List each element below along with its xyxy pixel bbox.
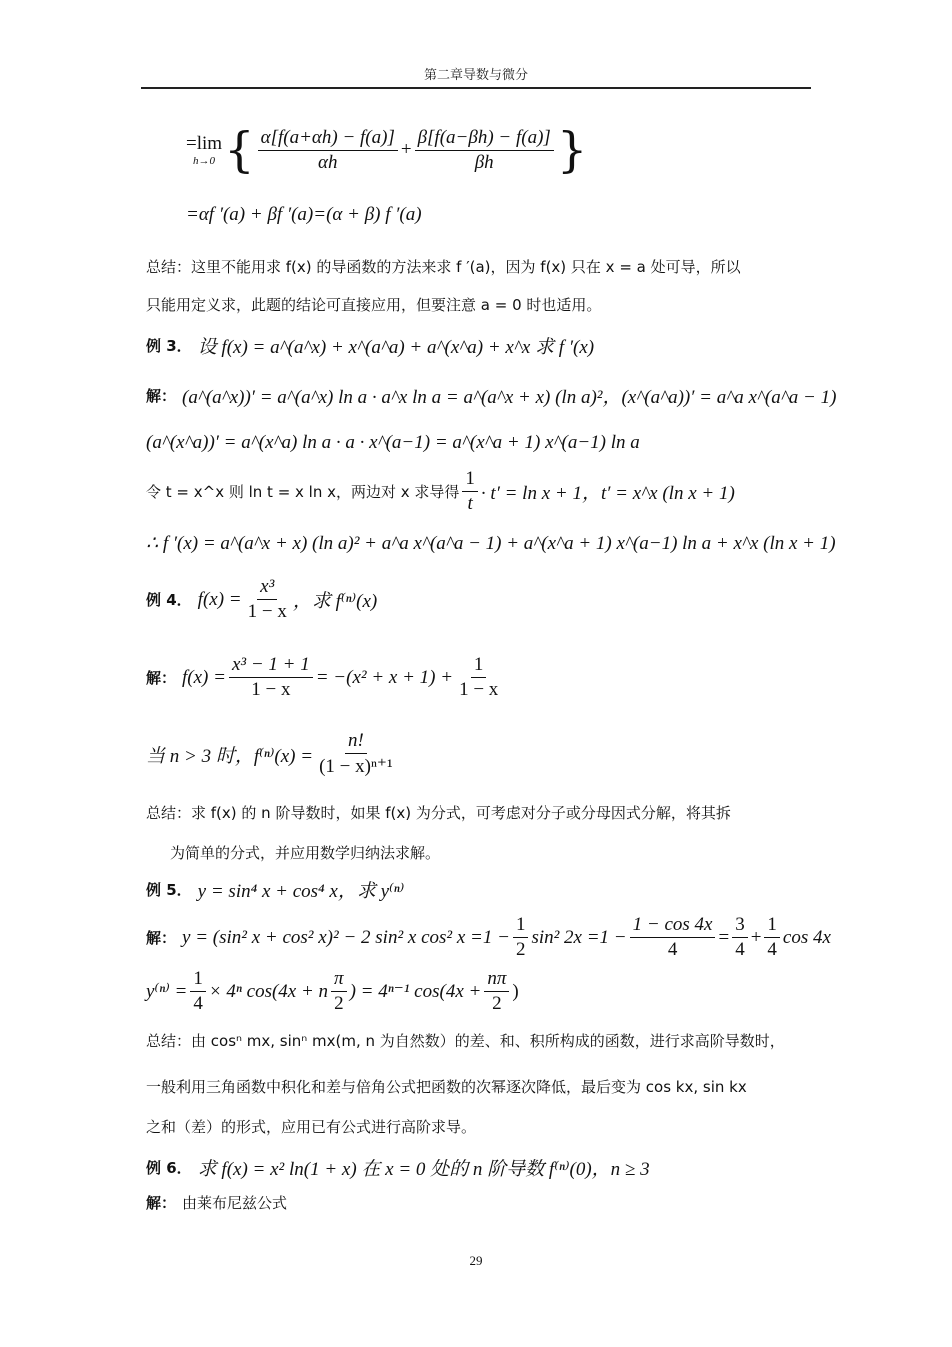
fraction [764, 914, 780, 961]
fraction-denominator: 4 [667, 939, 678, 960]
fraction [331, 968, 347, 1015]
plus-sign: + [750, 926, 762, 948]
plus-sign: + [400, 139, 412, 160]
solution-text: 由莱布尼兹公式 [182, 1194, 288, 1212]
fraction [229, 654, 313, 701]
fraction [456, 654, 501, 701]
fraction-numerator: x³ [257, 576, 277, 600]
solution-label: 解： [146, 929, 177, 947]
solution-label: 解： [146, 669, 177, 687]
left-brace: { [224, 122, 255, 178]
summary-line [146, 1116, 476, 1137]
limit-text: =lim [186, 133, 223, 154]
summary-line [146, 1030, 785, 1051]
fraction-numerator: 1 [764, 914, 780, 938]
fraction-alpha [258, 127, 398, 174]
fraction-numerator: 3 [732, 914, 748, 938]
solution-text: cos 4x [782, 926, 831, 948]
fraction-numerator: 1 [471, 654, 487, 678]
derivation-text: 令 t = x^x 则 ln t = x ln x，两边对 x 求导得 [146, 483, 460, 501]
fraction [316, 730, 396, 778]
fraction-denominator: 4 [735, 939, 745, 960]
fraction [190, 968, 206, 1015]
summary-text: 只能用定义求，此题的结论可直接应用，但要注意 a = 0 时也适用。 [146, 296, 602, 314]
example-3-line [146, 332, 594, 359]
fraction-denominator: 1 − x [459, 679, 499, 700]
fraction-numerator: n! [345, 730, 367, 754]
derivation-line [146, 968, 519, 1015]
summary-text: 一般利用三角函数中积化和差与倍角公式把函数的次幂逐次降低，最后变为 cos kx, sin kx [146, 1078, 747, 1096]
formula-limit-line [186, 122, 588, 178]
derivation-line [146, 432, 640, 454]
solution-text: (a^(a^x))′ = a^(a^x) ln a · a^x ln a = a^(a^x + x) (ln a)²，(x^(a^a))′ = a^a x^(a^a − 1) [182, 387, 837, 408]
derivation-line [146, 468, 735, 515]
fraction-numerator: 1 [190, 968, 206, 992]
fraction-denominator: (1 − x)ⁿ⁺¹ [319, 756, 393, 777]
fraction [245, 576, 290, 623]
example-text: ，求 f⁽ⁿ⁾(x) [292, 591, 378, 612]
conclusion-line [146, 532, 836, 555]
fraction-numerator: β[f(a−βh) − f(a)] [415, 127, 554, 151]
solution-text: = −(x² + x + 1) + [315, 666, 454, 688]
summary-text: 为简单的分式，并应用数学归纳法求解。 [170, 844, 441, 862]
derivation-text: (a^(x^a))′ = a^(x^a) ln a · a · x^(a−1) = a^(x^a + 1) x^(a−1) ln a [146, 432, 640, 453]
solution-text: y = (sin² x + cos² x)² − 2 sin² x cos² x =1 − [182, 926, 510, 948]
derivation-text: × 4ⁿ cos(4x + n [208, 980, 329, 1002]
formula-result-line [186, 204, 422, 226]
header-divider [141, 87, 811, 89]
page-number: 29 [469, 1253, 483, 1268]
fraction-denominator: αh [317, 151, 338, 173]
fraction-denominator: 1 − x [247, 601, 287, 622]
derivation-text: · t′ = ln x + 1，t′ = x^x (ln x + 1) [480, 483, 735, 504]
example-4-line [146, 576, 377, 623]
summary-text: 之和（差）的形式，应用已有公式进行高阶求导。 [146, 1118, 477, 1136]
fraction-numerator: x³ − 1 + 1 [229, 654, 313, 678]
solution-line [146, 914, 831, 961]
summary-text: 总结：由 cosⁿ mx, sinⁿ mx(m, n 为自然数）的差、和、积所构成的函数，进行求高阶导数时， [146, 1032, 785, 1050]
limit-subscript: h→0 [193, 155, 216, 167]
fraction-denominator: 2 [492, 993, 502, 1014]
fraction-numerator: nπ [484, 968, 509, 992]
solution-label: 解： [146, 387, 177, 405]
summary-line [146, 1076, 747, 1097]
example-label: 例 6． [146, 1159, 192, 1177]
summary-text: 总结：这里不能用求 f(x) 的导函数的方法来求 f ′(a)，因为 f(x) 只在 x = a 处可导，所以 [146, 258, 741, 276]
right-brace: } [556, 122, 588, 178]
formula-text: =αf ′(a) + βf ′(a)=(α + β) f ′(a) [186, 204, 422, 225]
solution-line [146, 382, 836, 409]
derivation-text: ) = 4ⁿ⁻¹ cos(4x + [349, 981, 482, 1002]
example-label: 例 4． [146, 591, 192, 609]
example-text: 设 f(x) = a^(a^x) + x^(a^a) + a^(x^a) + x^x 求 f ′(x) [197, 337, 595, 358]
solution-line [146, 654, 504, 701]
fraction-denominator: 4 [767, 939, 777, 960]
solution-text: sin² 2x =1 − [531, 926, 627, 948]
example-text: y = sin⁴ x + cos⁴ x，求 y⁽ⁿ⁾ [197, 881, 405, 902]
summary-text: 总结：求 f(x) 的 n 阶导数时，如果 f(x) 为分式，可考虑对分子或分母因式分解，将其拆 [146, 804, 731, 822]
fraction-beta [415, 127, 554, 174]
fraction-numerator: α[f(a+αh) − f(a)] [258, 127, 398, 151]
derivation-text: ) [512, 980, 519, 1002]
fraction-numerator: 1 − cos 4x [630, 914, 716, 938]
solution-text: f(x) = [182, 666, 226, 688]
fraction-denominator: 2 [515, 939, 526, 960]
fraction-denominator: βh [474, 151, 494, 173]
example-label: 例 3． [146, 337, 192, 355]
fraction-numerator: 1 [462, 468, 478, 492]
fraction [630, 914, 716, 961]
derivation-text: 当 n > 3 时，f⁽ⁿ⁾(x) = [146, 745, 314, 767]
example-label: 例 5． [146, 881, 192, 899]
example-text: f(x) = [197, 588, 242, 610]
summary-line [146, 256, 741, 277]
solution-line [146, 1192, 287, 1213]
summary-line [146, 802, 731, 823]
fraction-numerator: π [331, 968, 347, 992]
summary-line [170, 842, 440, 863]
limit-operator [186, 133, 222, 167]
example-5-line [146, 876, 404, 903]
equals-sign: = [718, 926, 730, 948]
fraction-one-over-t [462, 468, 478, 515]
derivation-text: y⁽ⁿ⁾ = [146, 981, 188, 1002]
fraction [732, 914, 748, 961]
fraction-denominator: t [467, 493, 473, 514]
fraction [513, 914, 529, 961]
derivation-line [146, 730, 399, 778]
conclusion-text: ∴ f ′(x) = a^(a^x + x) (ln a)² + a^a x^(a^a − 1) + a^(x^a + 1) x^(a−1) ln a + x^x (ln x + 1) [146, 533, 836, 554]
solution-label: 解： [146, 1194, 177, 1212]
example-6-line [146, 1154, 650, 1181]
summary-line [146, 294, 601, 315]
fraction-numerator: 1 [513, 914, 529, 938]
fraction [484, 968, 509, 1015]
fraction-denominator: 4 [193, 993, 203, 1014]
fraction-denominator: 1 − x [251, 679, 291, 700]
example-text: 求 f(x) = x² ln(1 + x) 在 x = 0 处的 n 阶导数 f⁽ⁿ⁾(0)，n ≥ 3 [197, 1159, 650, 1180]
page-header: 第二章导数与微分 [423, 68, 528, 83]
fraction-denominator: 2 [334, 993, 344, 1014]
